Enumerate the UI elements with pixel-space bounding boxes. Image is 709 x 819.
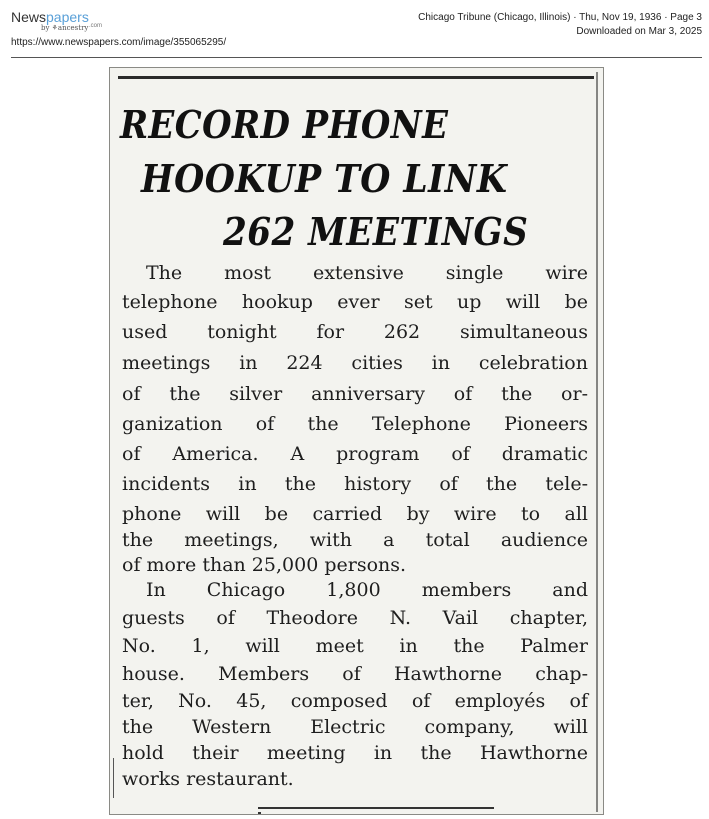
logo-papers-text: papers <box>46 9 89 25</box>
article-line-2: telephone hookup ever set up will be <box>122 291 588 313</box>
clipping-top-rule <box>118 76 594 79</box>
logo-news-text: News <box>11 9 47 25</box>
article-line-8: incidents in the history of the tele- <box>122 473 588 495</box>
logo-ancestry-text: by ⚘ancestry <box>41 24 89 32</box>
article-line-1: The most extensive single wire <box>146 262 588 284</box>
article-line-7: of America. A program of dramatic <box>122 443 588 465</box>
article-line-13: guests of Theodore N. Vail chapter, <box>122 607 588 629</box>
headline-line-2: HOOKUP TO LINK <box>141 156 508 201</box>
newspapers-logo[interactable] <box>11 9 111 35</box>
clipping-left-mark <box>113 758 114 798</box>
headline-line-3: 262 MEETINGS <box>223 209 529 254</box>
article-line-6: ganization of the Telephone Pioneers <box>122 413 588 435</box>
page-header <box>0 0 709 58</box>
newspaper-clipping <box>109 67 604 815</box>
article-line-10: the meetings, with a total audience <box>122 529 588 551</box>
source-citation: Chicago Tribune (Chicago, Illinois) · Thu, Nov 19, 1936 · Page 3 <box>418 12 702 23</box>
header-divider <box>11 57 702 58</box>
article-line-14: No. 1, will meet in the Palmer <box>122 635 588 657</box>
clipping-bottom-mark <box>258 812 261 815</box>
article-line-18: hold their meeting in the Hawthorne <box>122 742 588 764</box>
logo-com-text: .com <box>89 23 103 29</box>
headline-line-1: RECORD PHONE <box>120 102 449 147</box>
clipping-bottom-rule <box>258 807 494 809</box>
download-date: Downloaded on Mar 3, 2025 <box>576 26 702 37</box>
article-line-5: of the silver anniversary of the or- <box>122 383 588 405</box>
article-line-15: house. Members of Hawthorne chap- <box>122 663 588 685</box>
article-line-17: the Western Electric company, will <box>122 716 588 738</box>
article-line-11: of more than 25,000 persons. <box>122 554 407 576</box>
clipping-column-rule <box>596 72 598 812</box>
article-line-12: In Chicago 1,800 members and <box>146 579 588 601</box>
source-info <box>418 11 702 39</box>
article-line-19: works restaurant. <box>122 768 294 790</box>
article-line-16: ter, No. 45, composed of employés of <box>122 690 588 712</box>
article-line-4: meetings in 224 cities in celebration <box>122 352 588 374</box>
article-line-3: used tonight for 262 simultaneous <box>122 321 588 343</box>
image-url[interactable]: https://www.newspapers.com/image/355065295/ <box>11 37 227 48</box>
article-line-9: phone will be carried by wire to all <box>122 503 588 525</box>
